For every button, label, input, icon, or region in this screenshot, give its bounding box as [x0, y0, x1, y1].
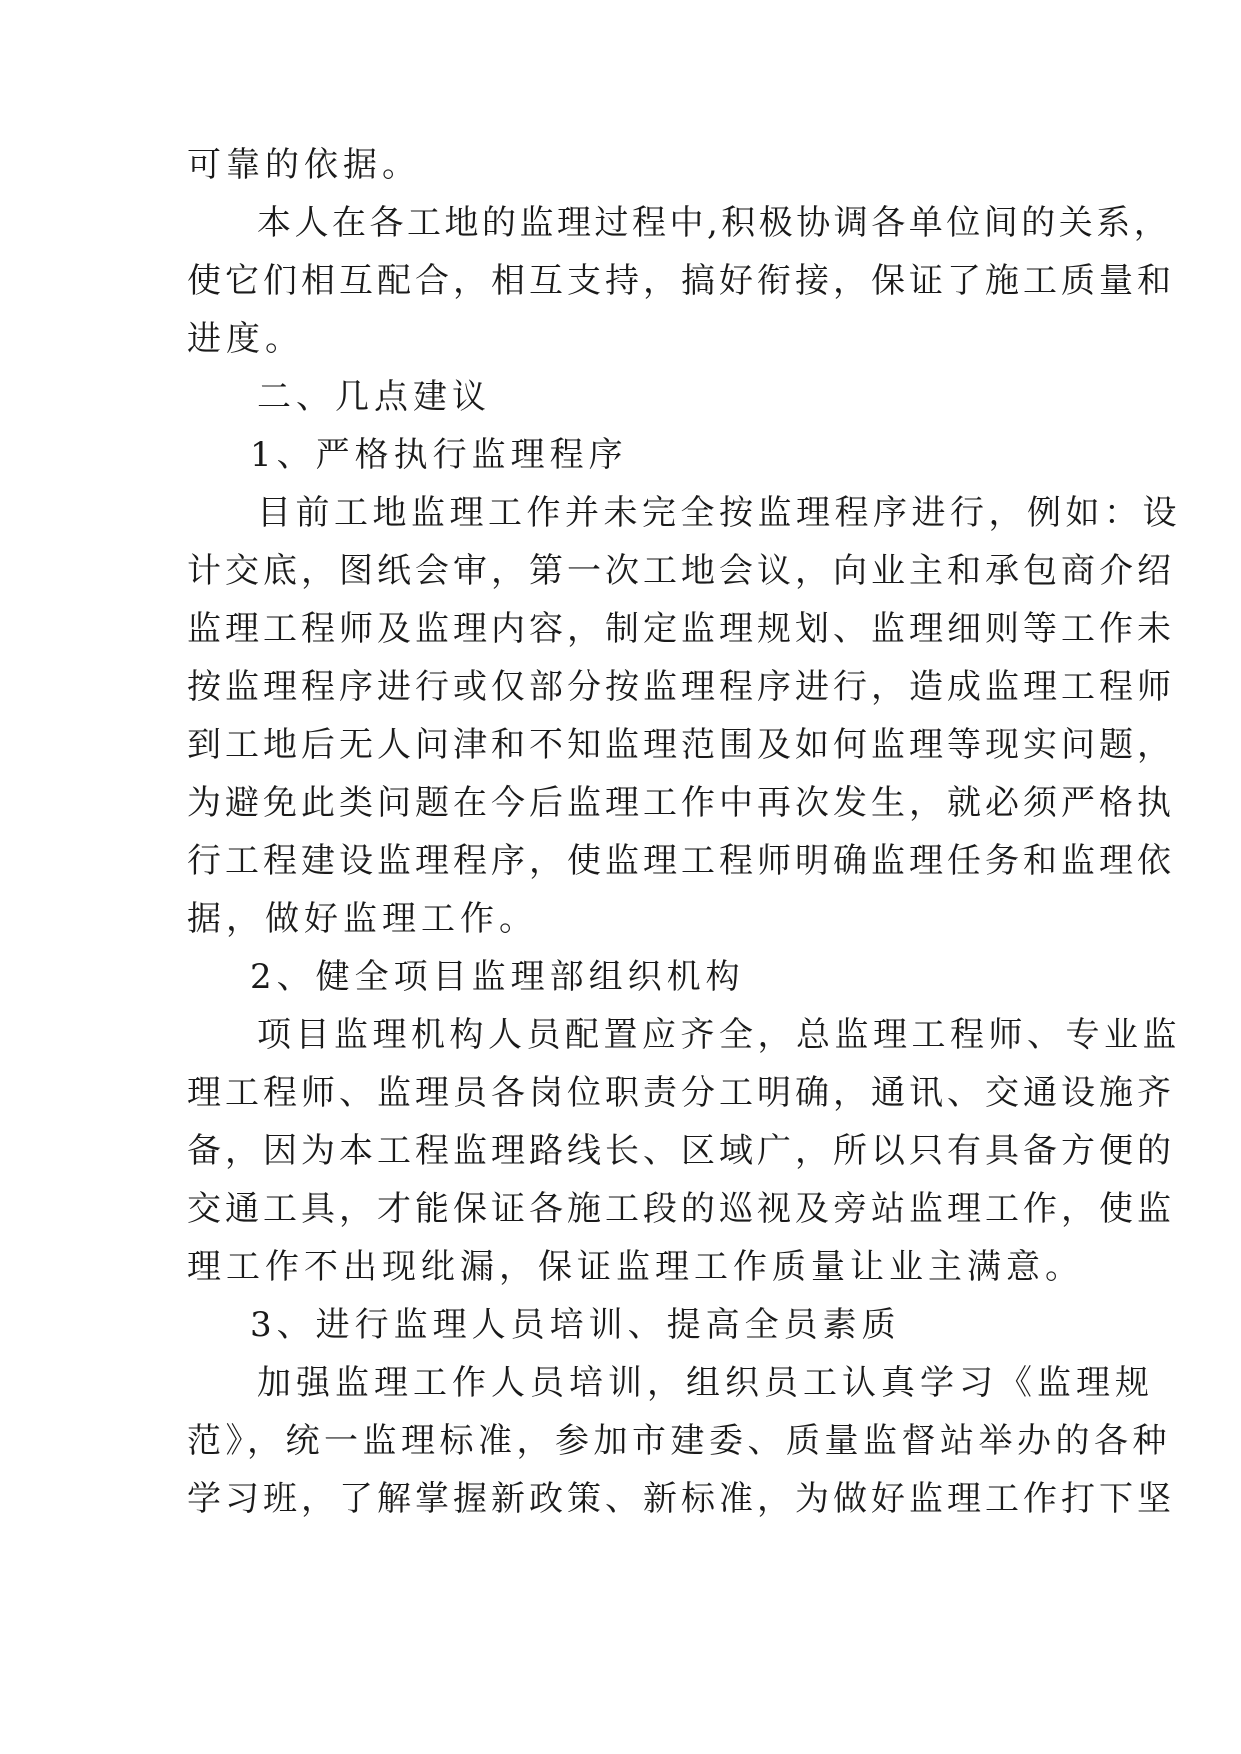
- text-line: 计交底，图纸会审，第一次工地会议，向业主和承包商介绍: [187, 551, 1175, 591]
- section-heading: 二、几点建议: [257, 377, 491, 417]
- subsection-heading: 2、健全项目监理部组织机构: [250, 957, 745, 997]
- text-line: 本人在各工地的监理过程中,积极协调各单位间的关系，: [257, 203, 1172, 243]
- text-line: 目前工地监理工作并未完全按监理程序进行，例如：设: [257, 493, 1181, 533]
- text-line: 可靠的依据。: [187, 145, 421, 185]
- subsection-heading: 3、进行监理人员培训、提高全员素质: [250, 1305, 901, 1345]
- text-line: 按监理程序进行或仅部分按监理程序进行，造成监理工程师: [187, 667, 1175, 707]
- text-line: 据，做好监理工作。: [187, 899, 538, 939]
- text-line: 监理工程师及监理内容，制定监理规划、监理细则等工作未: [187, 609, 1175, 649]
- text-line: 加强监理工作人员培训，组织员工认真学习《监理规: [257, 1363, 1154, 1403]
- text-line: 进度。: [187, 319, 304, 359]
- text-line: 范》，统一监理标准，参加市建委、质量监督站举办的各种: [187, 1421, 1171, 1461]
- text-line: 备，因为本工程监理路线长、区域广，所以只有具备方便的: [187, 1131, 1175, 1171]
- text-line: 到工地后无人问津和不知监理范围及如何监理等现实问题，: [187, 725, 1175, 765]
- subsection-heading: 1、严格执行监理程序: [250, 435, 628, 475]
- text-line: 理工程师、监理员各岗位职责分工明确，通讯、交通设施齐: [187, 1073, 1175, 1113]
- text-line: 项目监理机构人员配置应齐全，总监理工程师、专业监: [257, 1015, 1181, 1055]
- text-line: 学习班，了解掌握新政策、新标准，为做好监理工作打下坚: [187, 1479, 1175, 1519]
- text-line: 行工程建设监理程序，使监理工程师明确监理任务和监理依: [187, 841, 1175, 881]
- text-line: 使它们相互配合，相互支持，搞好衔接，保证了施工质量和: [187, 261, 1175, 301]
- text-line: 理工作不出现纰漏，保证监理工作质量让业主满意。: [187, 1247, 1084, 1287]
- text-line: 交通工具，才能保证各施工段的巡视及旁站监理工作，使监: [187, 1189, 1175, 1229]
- text-line: 为避免此类问题在今后监理工作中再次发生，就必须严格执: [187, 783, 1175, 823]
